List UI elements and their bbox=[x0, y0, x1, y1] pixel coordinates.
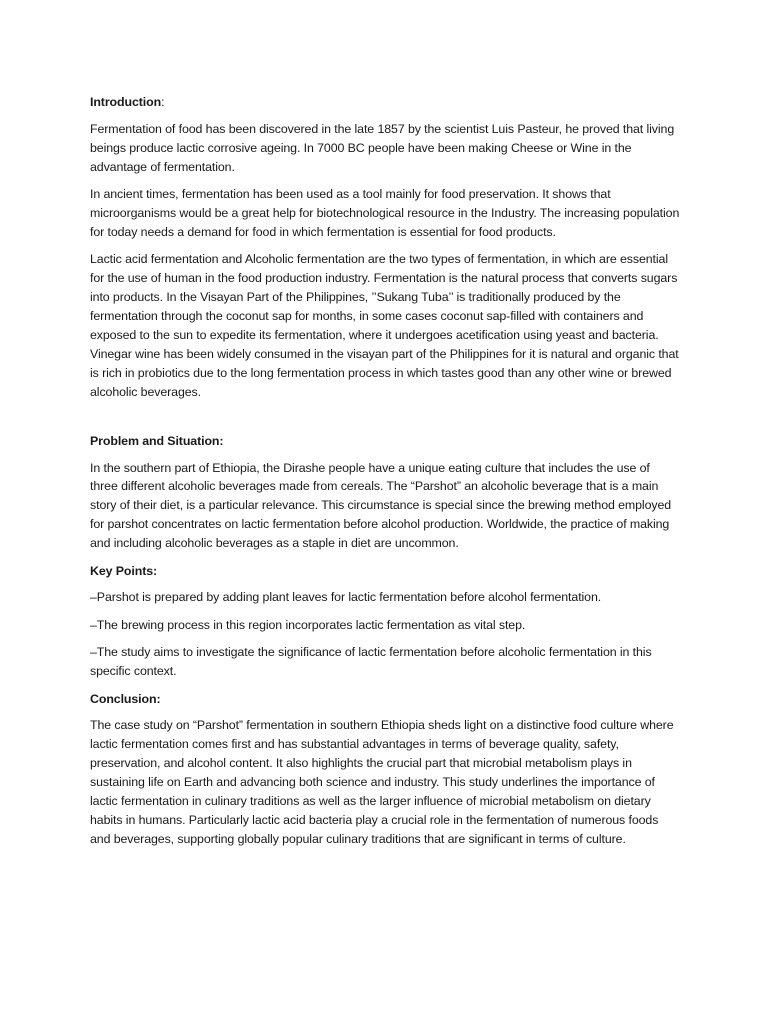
introduction-paragraph-1: Fermentation of food has been discovered in the late 1857 by the scientist Luis Pasteur, he proved that living beings produce lactic corrosive ageing. In 7000 BC people have been making Cheese or Wine in the advantage of fermentation. bbox=[90, 121, 675, 174]
document-page bbox=[90, 93, 680, 857]
key-point-1: –Parshot is prepared by adding plant leaves for lactic fermentation before alcohol fermentation. bbox=[90, 590, 602, 605]
introduction-paragraph-2: In ancient times, fermentation has been used as a tool mainly for food preservation. It shows that microorganisms would be a great help for biotechnological resource in the Industry. The increasing population for today needs a demand for food in which fermentation is essential for food products. bbox=[90, 187, 680, 239]
conclusion-paragraph: The case study on “Parshot” fermentation in southern Ethiopia sheds light on a distinctive food culture where lactic fermentation comes first and has substantial advantages in terms of beverage quality, safety, preservation, and alcohol content. It also highlights the crucial part that microbial metabolism plays in sustaining life on Earth and advancing both science and industry. This study underlines the importance of lactic fermentation in culinary traditions as well as the larger influence of microbial metabolism on dietary habits in humans. Particularly lactic acid bacteria play a crucial role in the fermentation of numerous foods and beverages, supporting globally popular culinary traditions that are significant in terms of culture. bbox=[90, 718, 674, 846]
introduction-heading bbox=[90, 93, 680, 112]
introduction-heading-text: Introduction bbox=[90, 95, 162, 109]
problem-paragraph: In the southern part of Ethiopia, the Dirashe people have a unique eating culture that includes the use of three different alcoholic beverages made from cereals. The “Parshot” an alcoholic beverage that is a main story of their diet, is a particular relevance. This circumstance is special since the brewing method employed for parshot concentrates on lactic fermentation before alcohol production. Worldwide, the practice of making and including alcoholic beverages as a staple in diet are uncommon. bbox=[90, 460, 672, 551]
key-point-2: –The brewing process in this region incorporates lactic fermentation as vital step. bbox=[90, 617, 526, 632]
key-points-heading: Key Points: bbox=[90, 563, 158, 578]
introduction-paragraph-3: Lactic acid fermentation and Alcoholic fermentation are the two types of fermentation, in which are essential for the use of human in the food production industry. Fermentation is the natural process that converts sugars into products. In the Visayan Part of the Philippines, ’’Sukang Tuba’’ is traditionally produced by the fermentation through the coconut sap for months, in some cases coconut sap-filled with containers and exposed to the sun to expedite its fermentation, where it undergoes acetification using yeast and bacteria. Vinegar wine has been widely consumed in the visayan part of the Philippines for it is natural and organic that is rich in probiotics due to the long fermentation process in which tastes good than any other wine or brewed alcoholic beverages. bbox=[90, 252, 679, 399]
key-point-3: –The study aims to investigate the significance of lactic fermentation before alcoholic fermentation in this specific context. bbox=[90, 645, 652, 679]
problem-heading: Problem and Situation: bbox=[90, 433, 224, 448]
introduction-heading-colon: : bbox=[161, 95, 165, 109]
conclusion-heading: Conclusion: bbox=[90, 691, 161, 706]
